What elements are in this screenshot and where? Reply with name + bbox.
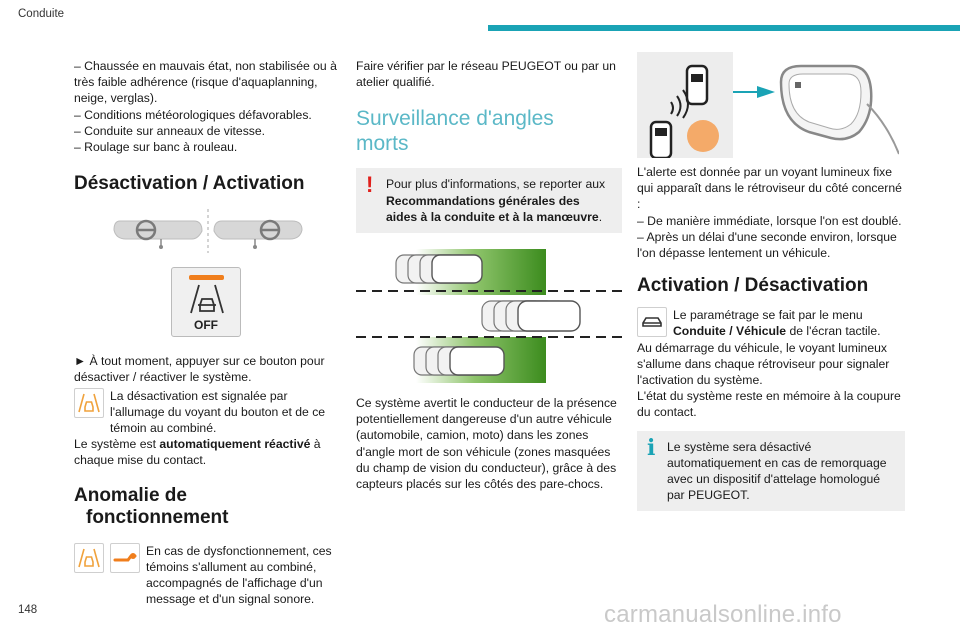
blind-spot-warning-lamp [74, 388, 104, 418]
exclamation-icon: ! [366, 172, 374, 198]
intro-text: Faire vérifier par le réseau PEUGEOT ou par un atelier qualifié. [356, 59, 616, 90]
page-number: 148 [18, 604, 38, 616]
anomaly-text: En cas de dysfonctionnement, ces témoins s'allument au combiné, accompagnés de l'affichage d'un message et d'un signal sonore. [146, 543, 332, 607]
blind-spot-warning-lamp [74, 543, 104, 573]
system-description: Ce système avertit le conducteur de la présence potentiellement dangereuse d'un autre véhicule (automobile, camion, moto) dans les zones d'angle mort de son véhicule (zones masquées du champ de vision du conducteur), grâce à des capteurs placés sur les côtés des pare-chocs. [356, 396, 617, 492]
side-mirror-icon [781, 66, 899, 154]
list-item: – De manière immédiate, lorsque l'on est doublé. [637, 213, 902, 228]
blind-spot-amber-icon [77, 393, 101, 413]
memory-text: L'état du système reste en mémoire à la coupure du contact. [637, 389, 901, 420]
list-item: – Après un délai d'une seconde environ, lorsque l'on dépasse lentement un véhicule. [637, 229, 897, 261]
info-note: i Le système sera désactivé automatiquement en cas de remorquage avec un dispositif d'attelage homologué par PEUGEOT. [637, 431, 905, 512]
list-item: – Conditions météorologiques défavorables. [74, 107, 312, 122]
list-item: – Chaussée en mauvais état, non stabilisée ou à très faible adhérence (risque d'aquaplanning, neige, verglas). [74, 59, 337, 106]
car-side-icon [651, 122, 671, 158]
button-led [189, 275, 224, 280]
mirror-alert-illustration [637, 52, 899, 158]
car-top-icon [687, 66, 707, 104]
blind-spot-zones-illustration [356, 243, 622, 385]
column-3 [637, 58, 905, 511]
header-accent-bar [488, 25, 960, 31]
warning-note: ! Pour plus d'informations, se reporter aux Recommandations générales des aides à la conduite et à la manœuvre. [356, 168, 622, 233]
list-item: – Roulage sur banc à rouleau. [74, 140, 238, 155]
vehicle-menu-icon-box [637, 307, 667, 337]
column-1 [74, 58, 342, 607]
info-icon: i [647, 434, 656, 461]
start-text: Au démarrage du véhicule, le voyant lumineux s'allume dans chaque rétroviseur pour signaler l'activation du système. [637, 340, 890, 388]
auto-reactivation-text: Le système est automatiquement réactivé à chaque mise du contact. [74, 437, 321, 468]
header-section-label: Conduite [18, 8, 65, 20]
heading-surveillance: Surveillance d'angles morts [356, 107, 554, 156]
heading-anomaly: Anomalie de fonctionnement [74, 484, 229, 528]
wrench-icon [113, 550, 137, 566]
list-item: – Conduite sur anneaux de vitesse. [74, 123, 266, 138]
sensor-zone-icon [687, 120, 719, 152]
deactivation-text: La désactivation est signalée par l'allumage du voyant du bouton et de ce témoin au combiné. [110, 388, 326, 436]
param-text: Le paramétrage se fait par le menu Conduite / Véhicule de l'écran tactile. [673, 308, 881, 339]
alert-text: L'alerte est donnée par un voyant lumineux fixe qui apparaît dans le rétroviseur du côté concerné : [637, 165, 902, 212]
blind-spot-car-icon [187, 283, 227, 315]
left-wheel-icon [114, 221, 202, 249]
blind-spot-off-button[interactable] [171, 267, 241, 337]
service-warning-lamp [110, 543, 140, 573]
watermark: carmanualsonline.info [604, 601, 842, 628]
column-2 [356, 58, 622, 492]
blind-spot-amber-icon [77, 548, 101, 568]
steering-wheels-illustration [74, 209, 342, 253]
heading-activation: Activation / Désactivation [637, 275, 869, 297]
button-off-label: OFF [194, 318, 218, 333]
car-menu-icon [640, 314, 664, 330]
heading-deactivation: Désactivation / Activation [74, 173, 305, 195]
right-wheel-icon [214, 221, 302, 249]
step-instruction: ► À tout moment, appuyer sur ce bouton pour désactiver / réactiver le système. [74, 354, 325, 385]
